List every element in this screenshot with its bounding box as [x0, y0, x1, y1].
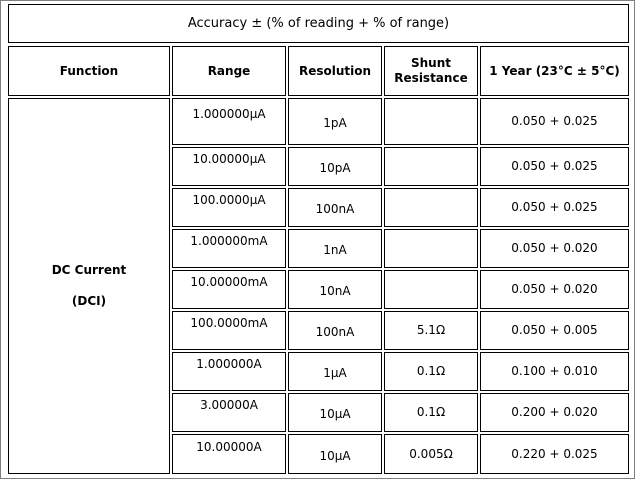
header-year	[480, 46, 629, 96]
resolution-cell	[288, 352, 382, 391]
accuracy-cell	[480, 98, 629, 145]
shunt-cell	[384, 352, 478, 391]
accuracy-cell-text: 0.050 + 0.025	[511, 159, 598, 173]
range-cell	[172, 188, 286, 227]
resolution-cell-text: 100nA	[315, 325, 355, 339]
resolution-cell-text: 10μA	[319, 448, 351, 463]
range-cell	[172, 270, 286, 309]
shunt-cell	[384, 434, 478, 474]
resolution-cell-text: 1pA	[323, 116, 347, 130]
shunt-cell	[384, 270, 478, 309]
resolution-cell-text: 100nA	[315, 202, 355, 216]
shunt-cell-text: 0.1Ω	[416, 405, 446, 419]
range-cell	[172, 98, 286, 145]
shunt-cell	[384, 229, 478, 268]
header-function	[8, 46, 170, 96]
resolution-cell-text: 1μA	[323, 366, 347, 380]
table-title-text: Accuracy ± (% of reading + % of range)	[187, 16, 450, 31]
range-cell-text: 100.0000mA	[190, 316, 268, 330]
resolution-cell	[288, 147, 382, 186]
table-title	[8, 4, 629, 43]
function-label-line2: (DCI)	[71, 294, 107, 308]
resolution-cell	[288, 188, 382, 227]
accuracy-cell	[480, 352, 629, 391]
accuracy-cell	[480, 311, 629, 350]
header-function-text: Function	[59, 63, 119, 78]
range-cell	[172, 229, 286, 268]
header-range	[172, 46, 286, 96]
shunt-cell	[384, 311, 478, 350]
resolution-cell	[288, 229, 382, 268]
resolution-cell-text: 10μA	[319, 407, 351, 421]
resolution-cell-text: 1nA	[323, 243, 347, 257]
range-cell-text: 100.0000μA	[192, 193, 266, 207]
accuracy-cell-text: 0.050 + 0.025	[511, 200, 598, 214]
range-cell-text: 1.000000μA	[192, 107, 266, 121]
function-label-line1: DC Current	[51, 263, 127, 277]
shunt-cell-text: 5.1Ω	[416, 323, 446, 337]
accuracy-cell-text: 0.050 + 0.025	[511, 114, 598, 128]
resolution-cell	[288, 393, 382, 432]
range-cell-text: 1.000000A	[196, 357, 262, 371]
range-cell-text: 10.00000μA	[192, 152, 266, 166]
shunt-cell	[384, 147, 478, 186]
shunt-cell	[384, 188, 478, 227]
range-cell-text: 3.00000A	[200, 398, 258, 412]
range-cell	[172, 311, 286, 350]
accuracy-cell-text: 0.200 + 0.020	[511, 405, 598, 419]
accuracy-cell-text: 0.100 + 0.010	[511, 364, 598, 378]
header-shunt-line2: Resistance	[394, 71, 468, 85]
header-resolution	[288, 46, 382, 96]
accuracy-cell-text: 0.050 + 0.020	[511, 282, 598, 296]
header-shunt	[384, 46, 478, 96]
header-shunt-line1: Shunt	[410, 56, 451, 70]
accuracy-cell	[480, 393, 629, 432]
accuracy-cell-text: 0.220 + 0.025	[511, 446, 598, 461]
resolution-cell-text: 10pA	[319, 161, 351, 175]
accuracy-cell	[480, 270, 629, 309]
shunt-cell	[384, 98, 478, 145]
resolution-cell	[288, 270, 382, 309]
range-cell	[172, 147, 286, 186]
shunt-cell-text: 0.1Ω	[416, 364, 446, 378]
accuracy-cell	[480, 188, 629, 227]
range-cell-text: 1.000000mA	[190, 234, 268, 248]
accuracy-cell	[480, 229, 629, 268]
range-cell	[172, 434, 286, 474]
shunt-cell	[384, 393, 478, 432]
function-cell	[8, 98, 170, 474]
shunt-cell-text: 0.005Ω	[409, 446, 453, 461]
range-cell	[172, 393, 286, 432]
resolution-cell-text: 10nA	[319, 284, 351, 298]
header-range-text: Range	[207, 63, 251, 78]
range-cell-text: 10.00000A	[196, 439, 262, 454]
range-cell-text: 10.00000mA	[190, 275, 268, 289]
accuracy-cell	[480, 434, 629, 474]
accuracy-cell-text: 0.050 + 0.020	[511, 241, 598, 255]
resolution-cell	[288, 311, 382, 350]
resolution-cell	[288, 98, 382, 145]
accuracy-cell-text: 0.050 + 0.005	[511, 323, 598, 337]
range-cell	[172, 352, 286, 391]
accuracy-cell	[480, 147, 629, 186]
header-resolution-text: Resolution	[298, 63, 372, 78]
header-year-text: 1 Year (23°C ± 5°C)	[489, 63, 620, 78]
resolution-cell	[288, 434, 382, 474]
